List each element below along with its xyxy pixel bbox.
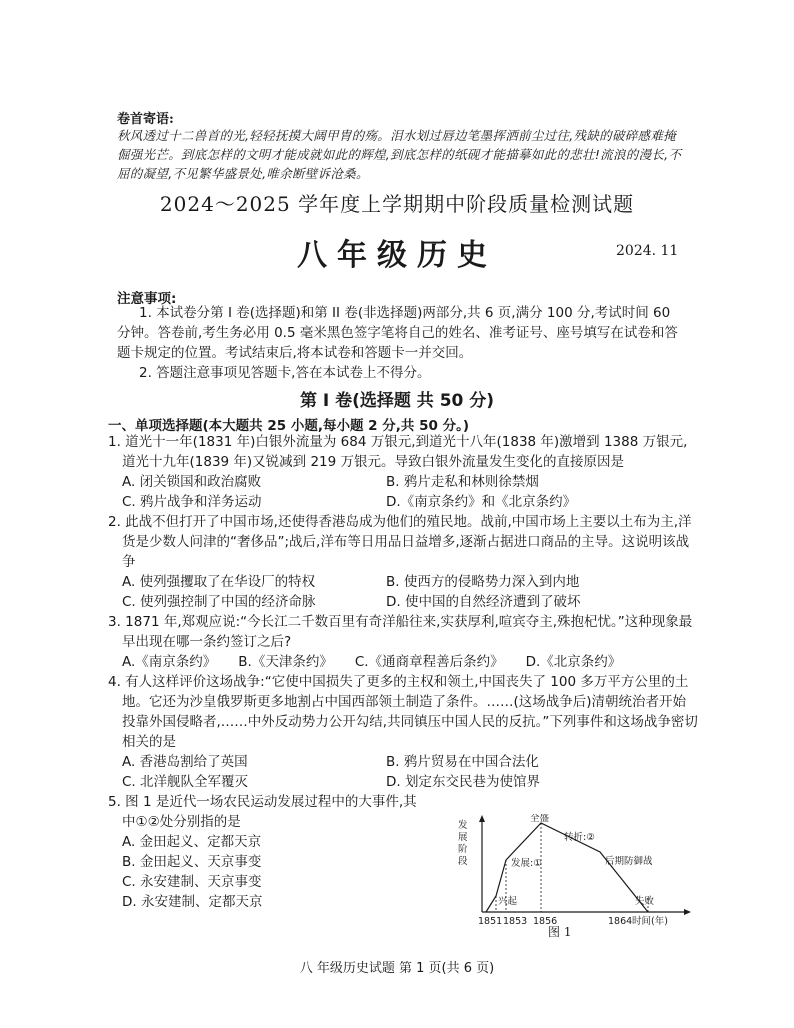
- option-c: C.《通商章程善后条约》: [354, 654, 504, 670]
- point-label: 后期防御战: [605, 856, 653, 867]
- y-axis-label-char: 展: [458, 832, 468, 843]
- option-c: C. 鸦片战争和洋务运动: [122, 494, 262, 510]
- x-tick-label: 1856: [533, 916, 558, 927]
- question-stem: 5. 图 1 是近代一场农民运动发展过程中的大事件,其中①②处分别指的是: [108, 794, 417, 830]
- preface-title: 卷首寄语:: [117, 112, 174, 127]
- option-b: B. 鸦片贸易在中国合法化: [386, 754, 539, 770]
- question-4: [108, 672, 698, 792]
- question-5: [108, 792, 428, 912]
- subject-title: 八年级历史: [297, 238, 497, 273]
- x-axis-label: 时间(年): [632, 916, 668, 927]
- option-a: A. 香港岛割给了英国: [122, 754, 248, 770]
- point-label: 转折:②: [564, 832, 595, 843]
- notice-list: [117, 303, 687, 383]
- option-a: A.《南京条约》: [122, 654, 217, 670]
- question-2: [108, 512, 698, 612]
- option-a: A. 金田起义、定都天京: [122, 834, 262, 850]
- question-stem: 2. 此战不但打开了中国市场,还使得香港岛成为他们的殖民地。战前,中国市场上主要以土布为主,洋货是少数人问津的“奢侈品”;战后,洋布等日用品日益增多,逐渐占据进口商品的主导。这说明该战争: [108, 514, 692, 570]
- option-b: B.《天津条约》: [238, 654, 333, 670]
- figure-1: [448, 814, 698, 944]
- part-heading: 一、单项选择题(本大题共 25 小题,每小题 2 分,共 50 分。): [108, 418, 470, 434]
- option-d: D. 使中国的自然经济遭到了破坏: [386, 594, 581, 610]
- question-options: [108, 472, 698, 512]
- y-axis-label-char: 阶: [458, 844, 468, 855]
- question-1: [108, 432, 698, 512]
- exam-title: 2024～2025 学年度上学期期中阶段质量检测试题: [159, 192, 635, 216]
- x-tick-label: 1853: [503, 916, 528, 927]
- option-c: C. 永安建制、天京事变: [122, 874, 262, 890]
- section-title: 第 I 卷(选择题 共 50 分): [299, 391, 495, 411]
- question-stem: 1. 道光十一年(1831 年)白银外流量为 684 万银元,到道光十八年(1838 年)激增到 1388 万银元,道光十九年(1839 年)又锐减到 219 万银元。导致白银外流量发生变化的直接原因是: [108, 434, 688, 470]
- option-d: D. 永安建制、定都天京: [122, 894, 263, 910]
- notice-item: 2. 答题注意事项见答题卡,答在本试卷上不得分。: [139, 365, 431, 381]
- option-d: D. 划定东交民巷为使馆界: [386, 774, 540, 790]
- option-d: D.《南京条约》和《北京条约》: [386, 494, 577, 510]
- y-axis-label-char: 段: [458, 856, 468, 867]
- exam-date: 2024. 11: [616, 243, 679, 259]
- x-tick-label: 1864: [608, 916, 633, 927]
- question-3: [108, 612, 698, 672]
- point-label: 全盛: [530, 814, 550, 824]
- taiping-stage-diagram: [448, 814, 698, 944]
- notice-item: 1. 本试卷分第 I 卷(选择题)和第 II 卷(非选择题)两部分,共 6 页,满分 100 分,考试时间 60 分钟。答卷前,考生务必用 0.5 毫米黑色签字笔将自己的姓名、准考证号、座号填写在试卷和答题卡规定的位置。考试结束后,将本试卷和答题卡一并交回。: [117, 305, 678, 361]
- point-label: 发展:①: [511, 858, 542, 869]
- question-stem: 3. 1871 年,郑观应说:“今长江二千数百里有奇洋船往来,实获厚利,喧宾夺主,殊抱杞忧。”这种现象最早出现在哪一条约签订之后?: [108, 614, 693, 650]
- question-options: [108, 652, 698, 672]
- question-stem: 4. 有人这样评价这场战争:“它使中国损失了更多的主权和领土,中国丧失了 100 多万平方公里的土地。它还为沙皇俄罗斯更多地割占中国西部领土制造了条件。……(这场战争后)清朝统治者开始投靠外国侵略者,……中外反动势力公开勾结,共同镇压中国人民的反抗。”下列事件和这场战争密切相关的是: [108, 674, 698, 750]
- option-b: B. 使西方的侵略势力深入到内地: [386, 574, 580, 590]
- y-axis-arrow-icon: [479, 815, 485, 822]
- option-c: C. 使列强控制了中国的经济命脉: [122, 594, 316, 610]
- x-tick-label: 1851: [478, 916, 503, 927]
- x-axis-arrow-icon: [684, 909, 691, 915]
- option-b: B. 鸦片走私和林则徐禁烟: [386, 474, 539, 490]
- y-axis-label-char: 发: [458, 820, 468, 831]
- option-b: B. 金田起义、天京事变: [122, 854, 262, 870]
- option-d: D.《北京条约》: [525, 654, 622, 670]
- question-options: [108, 572, 698, 612]
- page-footer: 八 年级历史试题 第 1 页(共 6 页): [299, 961, 495, 976]
- question-options: [108, 752, 698, 792]
- option-a: A. 使列强攫取了在华设厂的特权: [122, 574, 316, 590]
- notice-title: 注意事项:: [117, 291, 177, 307]
- point-label: 兴起: [498, 896, 518, 907]
- preface-text: 秋风透过十二兽首的光,轻轻抚摸大阔甲胄的殇。泪水划过唇边笔墨挥洒前尘过往,残缺的破碎感难掩倔强光芒。到底怎样的文明才能成就如此的辉煌,到底怎样的纸砚才能描摹如此的悲壮!流浪的漫长,不屈的凝望,不见繁华盛景处,唯余断壁诉沧桑。: [117, 128, 682, 181]
- figure-caption: 图 1: [548, 925, 572, 939]
- point-label: 失败: [635, 896, 655, 907]
- option-a: A. 闭关锁国和政治腐败: [122, 474, 262, 490]
- option-c: C. 北洋舰队全军覆灭: [122, 774, 249, 790]
